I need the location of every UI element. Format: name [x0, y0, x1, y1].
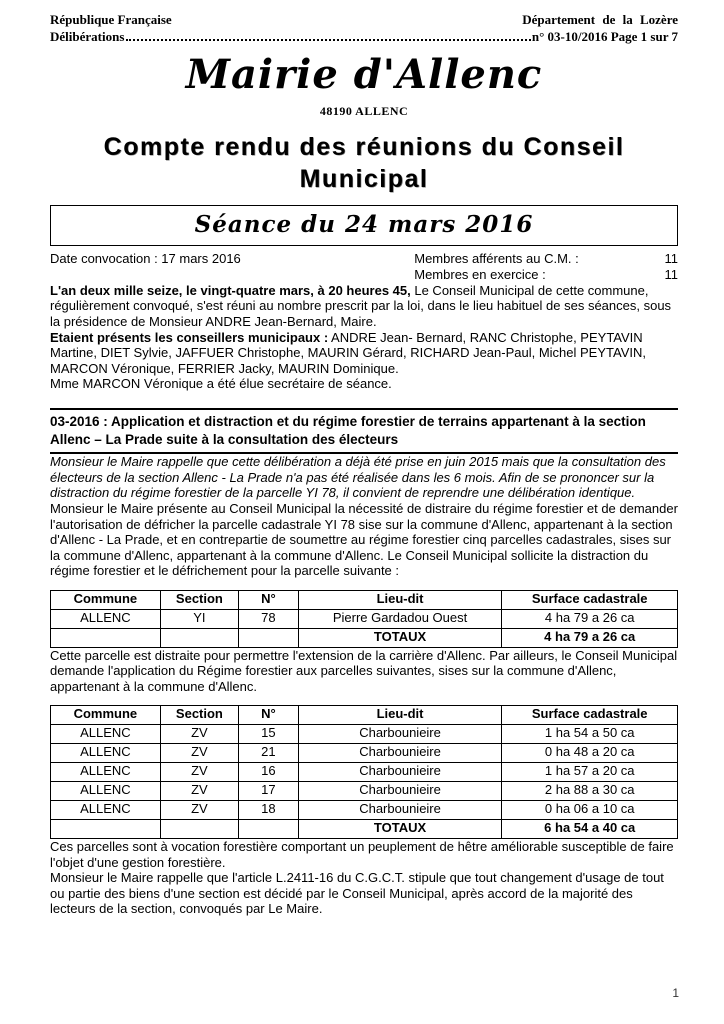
table-cell: ZV [160, 782, 238, 801]
table-cell: ZV [160, 801, 238, 820]
table-cell: Charbounieire [298, 801, 502, 820]
members-afferents-value: 11 [664, 251, 678, 267]
paragraph-secretaire: Mme MARCON Véronique a été élue secrétaire de séance. [50, 376, 392, 392]
convocation-date: Date convocation : 17 mars 2016 [50, 251, 241, 267]
paragraph-vocation: Ces parcelles sont à vocation forestière comportant un peuplement de hêtre améliorable susceptible de faire l'objet d'une gestion forestière. [50, 839, 674, 870]
table-cell: 15 [239, 725, 299, 744]
republique-label: République Française [50, 12, 172, 27]
members-exercice-row [414, 267, 678, 283]
members-exercice-value: 11 [664, 267, 678, 283]
paragraph-extension: Cette parcelle est distraite pour permettre l'extension de la carrière d'Allenc. Par ailleurs, le Conseil Municipal demande l'application du Régime forestier aux parcelles suivantes, sises sur la commune d'Allenc, appartenant à la commune d'Allenc. [50, 647, 678, 694]
table-row [51, 609, 678, 628]
total-label: TOTAUX [298, 820, 502, 839]
table-cell: 16 [239, 763, 299, 782]
empty-cell [160, 820, 238, 839]
table-cell: 0 ha 48 a 20 ca [502, 744, 678, 763]
table-cell: 78 [239, 609, 299, 628]
table-cell: ALLENC [51, 609, 161, 628]
table-cell: Charbounieire [298, 725, 502, 744]
document-title: Compte rendu des réunions du Conseil Municipal [103, 132, 625, 193]
table-cell: 0 ha 06 a 10 ca [502, 801, 678, 820]
mairie-script-title: Mairie d'Allenc [185, 51, 543, 99]
table-header-row [51, 590, 678, 609]
table-cell: 2 ha 88 a 30 ca [502, 782, 678, 801]
paragraph-presentation: Monsieur le Maire présente au Conseil Municipal la nécessité de distraire du régime forestier et de demander l'autorisation de défricher la parcelle cadastrale YI 78 sise sur la commune d'Allenc, appartenant à la section d'Allenc - La Prade, et en contrepartie de soumettre au régime forestier cinq parcelles cadastrales, sises sur la commune d'Allenc, appartenant à la commune d'Allenc. Le Conseil Municipal sollicite la distraction du régime forestier et le défrichement pour la parcelle suivante : [50, 500, 678, 579]
table-cell: 1 ha 57 a 20 ca [502, 763, 678, 782]
opening-rest: Le Conseil Municipal de cette commune, régulièrement convoqué, s'est réuni au nombre prescrit par la loi, dans le lieu habituel de ses séances, sous la présidence de Monsieur ANDRE Jean-Bernard, Maire. [50, 282, 672, 330]
table-row [51, 801, 678, 820]
members-afferents-row [414, 251, 678, 267]
parcel-table-distraction [50, 590, 678, 648]
members-afferents-label: Membres afférents au C.M. : [414, 251, 579, 267]
numero-page-label: n° 03-10/2016 Page 1 sur 7 [531, 28, 678, 44]
col-header-lieudit: Lieu-dit [298, 706, 502, 725]
table-cell: ALLENC [51, 725, 161, 744]
dotted-leader [126, 39, 530, 41]
empty-cell [239, 820, 299, 839]
table-cell: Charbounieire [298, 744, 502, 763]
mairie-address: 48190 ALLENC [319, 104, 409, 119]
table-row [51, 744, 678, 763]
table-cell: Charbounieire [298, 763, 502, 782]
col-header-commune: Commune [51, 706, 161, 725]
paragraph-opening [50, 283, 678, 330]
presents-rest: ANDRE Jean- Bernard, RANC Christophe, PEYTAVIN Martine, DIET Sylvie, JAFFUER Christophe, MAURIN Gérard, RICHARD Jean-Paul, Michel PEYTAVIN, MARCON Véronique, FERRIER Jacky, MAURIN Dominique. [50, 329, 646, 376]
col-header-lieudit: Lieu-dit [298, 590, 502, 609]
table-cell: Charbounieire [298, 782, 502, 801]
table-cell: YI [160, 609, 238, 628]
table-row [51, 763, 678, 782]
deliberations-label: Délibérations [50, 28, 125, 44]
meeting-meta [50, 251, 678, 283]
empty-cell [51, 628, 161, 647]
parcel-table-application [50, 705, 678, 839]
table-cell: 1 ha 54 a 50 ca [502, 725, 678, 744]
members-exercice-label: Membres en exercice : [414, 267, 546, 283]
table-cell: ALLENC [51, 763, 161, 782]
table-cell: ZV [160, 744, 238, 763]
paragraph-presents [50, 330, 678, 377]
col-header-numero: N° [239, 706, 299, 725]
empty-cell [51, 820, 161, 839]
table-cell: ALLENC [51, 782, 161, 801]
table-cell: ZV [160, 763, 238, 782]
table-header-row [51, 706, 678, 725]
table-cell: 17 [239, 782, 299, 801]
table-cell: 4 ha 79 a 26 ca [502, 609, 678, 628]
table-cell: ZV [160, 725, 238, 744]
table-row [51, 782, 678, 801]
members-block [414, 251, 678, 283]
seance-banner: Séance du 24 mars 2016 [50, 205, 678, 247]
total-label: TOTAUX [298, 628, 502, 647]
col-header-section: Section [160, 590, 238, 609]
table-total-row [51, 628, 678, 647]
col-header-commune: Commune [51, 590, 161, 609]
col-header-section: Section [160, 706, 238, 725]
col-header-numero: N° [239, 590, 299, 609]
col-header-surface: Surface cadastrale [502, 706, 678, 725]
table-row [51, 725, 678, 744]
opening-bold: L'an deux mille seize, le vingt-quatre mars, à 20 heures 45, [50, 282, 411, 298]
total-value: 6 ha 54 a 40 ca [502, 820, 678, 839]
table-total-row [51, 820, 678, 839]
table-cell: ALLENC [51, 801, 161, 820]
departement-label: Département de la Lozère [522, 12, 678, 27]
table-cell: ALLENC [51, 744, 161, 763]
col-header-surface: Surface cadastrale [502, 590, 678, 609]
page-header [50, 12, 678, 28]
empty-cell [160, 628, 238, 647]
total-value: 4 ha 79 a 26 ca [502, 628, 678, 647]
empty-cell [239, 628, 299, 647]
presents-bold: Etaient présents les conseillers municipaux : [50, 329, 329, 345]
table-cell: 21 [239, 744, 299, 763]
deliberations-line [50, 29, 678, 45]
paragraph-rappel-italic: Monsieur le Maire rappelle que cette délibération a déjà été prise en juin 2015 mais que la consultation des électeurs de la section Allenc - La Prade n'a pas été réalisée dans les 6 mois. Afin de se prononcer sur la distraction du régime forestier de la parcelle YI 78, il convient de reprendre une délibération identique. [50, 454, 666, 501]
page-number: 1 [672, 985, 679, 1000]
deliberation-heading: 03-2016 : Application et distraction et du régime forestier de terrains appartenant à la section Allenc – La Prade suite à la consultation des électeurs [50, 408, 678, 454]
paragraph-article: Monsieur le Maire rappelle que l'article L.2411-16 du C.G.C.T. stipule que tout changement d'usage de tout ou partie des biens d'une section est décidé par le Conseil Municipal, après accord de la majorité des lecteurs de la section, convoqués par Le Maire. [50, 870, 664, 917]
table-cell: Pierre Gardadou Ouest [298, 609, 502, 628]
table-cell: 18 [239, 801, 299, 820]
